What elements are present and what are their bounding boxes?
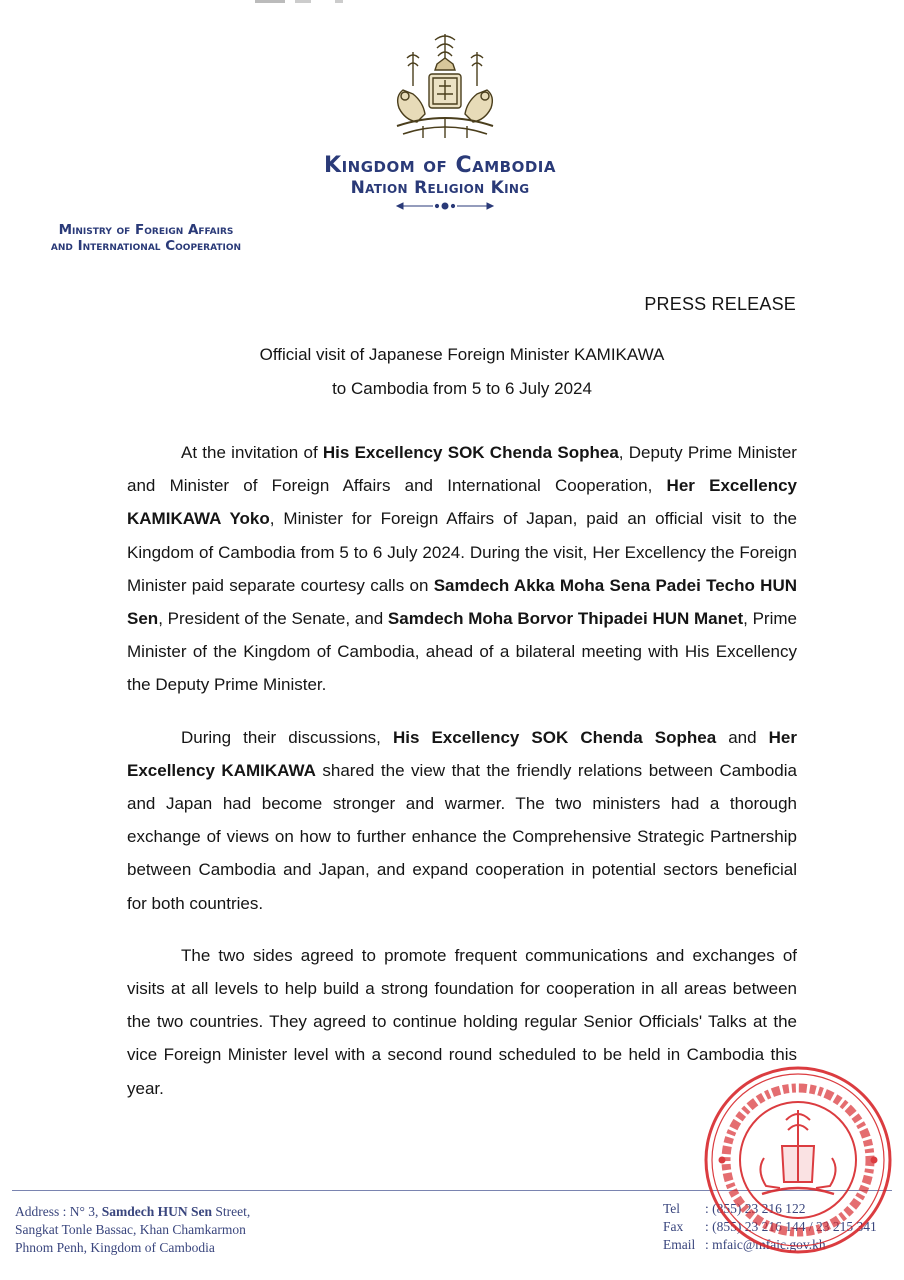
address-line-3: Phnom Penh, Kingdom of Cambodia (15, 1240, 215, 1255)
p2-bold-1: His Excellency SOK Chenda Sophea (392, 727, 717, 747)
national-motto: Nation Religion King (350, 178, 530, 198)
address-suffix: Street, (212, 1204, 251, 1219)
ministry-line-1: Ministry of Foreign Affairs (58, 222, 234, 238)
paragraph-1 (127, 436, 797, 702)
tel-value: : (855) 23 216 122 (705, 1201, 806, 1216)
p1-text-1: At the invitation of (181, 443, 323, 462)
p1-bold-3: Samdech Akka Moha Sena Padei Techo HUN Sen (127, 575, 797, 629)
fax-value: : (855) 23 216 144 / 23 215 341 (705, 1219, 877, 1234)
royal-arms-emblem-icon (383, 30, 507, 142)
footer-address (15, 1203, 250, 1257)
document-type-label: PRESS RELEASE (644, 294, 796, 314)
p2-text-1: During their discussions, (181, 727, 393, 747)
p1-text-3: , Minister for Foreign Affairs of Japan, paid an official visit to the Kingdom of Cambodia from 5 to 6 July 2024. During the visit, Her Excellency the Foreign Minister paid separate courtesy calls on (127, 509, 797, 595)
p1-text-2: , Deputy Prime Minister and Minister of Foreign Affairs and International Cooperation, (127, 443, 797, 496)
p1-text-4: , President of the Senate, and (158, 609, 388, 629)
title-line-2: to Cambodia from 5 to 6 July 2024 (332, 379, 592, 398)
official-seal-stamp-icon (700, 1062, 896, 1258)
title-line-1: Official visit of Japanese Foreign Minister KAMIKAWA (259, 345, 665, 364)
p1-text-5: , Prime Minister of the Kingdom of Cambodia, ahead of a bilateral meeting with His Excellency the Deputy Prime Minister. (127, 609, 797, 695)
tel-label: Tel (663, 1201, 681, 1216)
paragraph-2 (127, 721, 797, 920)
ornament-divider-icon (395, 200, 495, 212)
address-line-1 (15, 1203, 250, 1221)
p2-text-2: and (716, 727, 769, 747)
p3-text-1: The two sides agreed to promote frequent communications and exchanges of visits at all levels to help build a strong foundation for cooperation in all areas between the two countries. They agreed to continue holding regular Senior Officials' Talks at the vice Foreign Minister level with a second round scheduled to be held in Cambodia this year. (127, 945, 797, 1098)
document-body (127, 436, 797, 1124)
fax-label: Fax (663, 1219, 684, 1234)
p1-bold-2: Her Excellency KAMIKAWA Yoko (127, 476, 797, 529)
document-title (127, 338, 797, 406)
email-label: Email (663, 1237, 696, 1252)
ministry-name (15, 222, 277, 254)
top-edge-mark (255, 0, 345, 4)
address-line-2: Sangkat Tonle Bassac, Khan Chamkarmon (15, 1222, 246, 1237)
p1-bold-1: His Excellency SOK Chenda Sophea (322, 443, 619, 462)
address-street: Samdech HUN Sen (101, 1204, 213, 1219)
paragraph-3 (127, 939, 797, 1105)
p2-text-3: shared the view that the friendly relations between Cambodia and Japan had become stronger and warmer. The two ministers had a thorough exchange of views on how to further enhance the Comprehensive Strategic Partnership between Cambodia and Japan, and expand cooperation in potential sectors beneficial for both countries. (127, 760, 797, 913)
address-prefix: Address : N° 3, (15, 1204, 102, 1219)
p2-bold-2: Her Excellency KAMIKAWA (127, 727, 798, 780)
email-value: : mfaic@mfaic.gov.kh (705, 1237, 826, 1252)
kingdom-title: Kingdom of Cambodia (324, 153, 556, 178)
ministry-line-2: and International Cooperation (50, 238, 242, 254)
p1-bold-4: Samdech Moha Borvor Thipadei HUN Manet (387, 609, 744, 629)
